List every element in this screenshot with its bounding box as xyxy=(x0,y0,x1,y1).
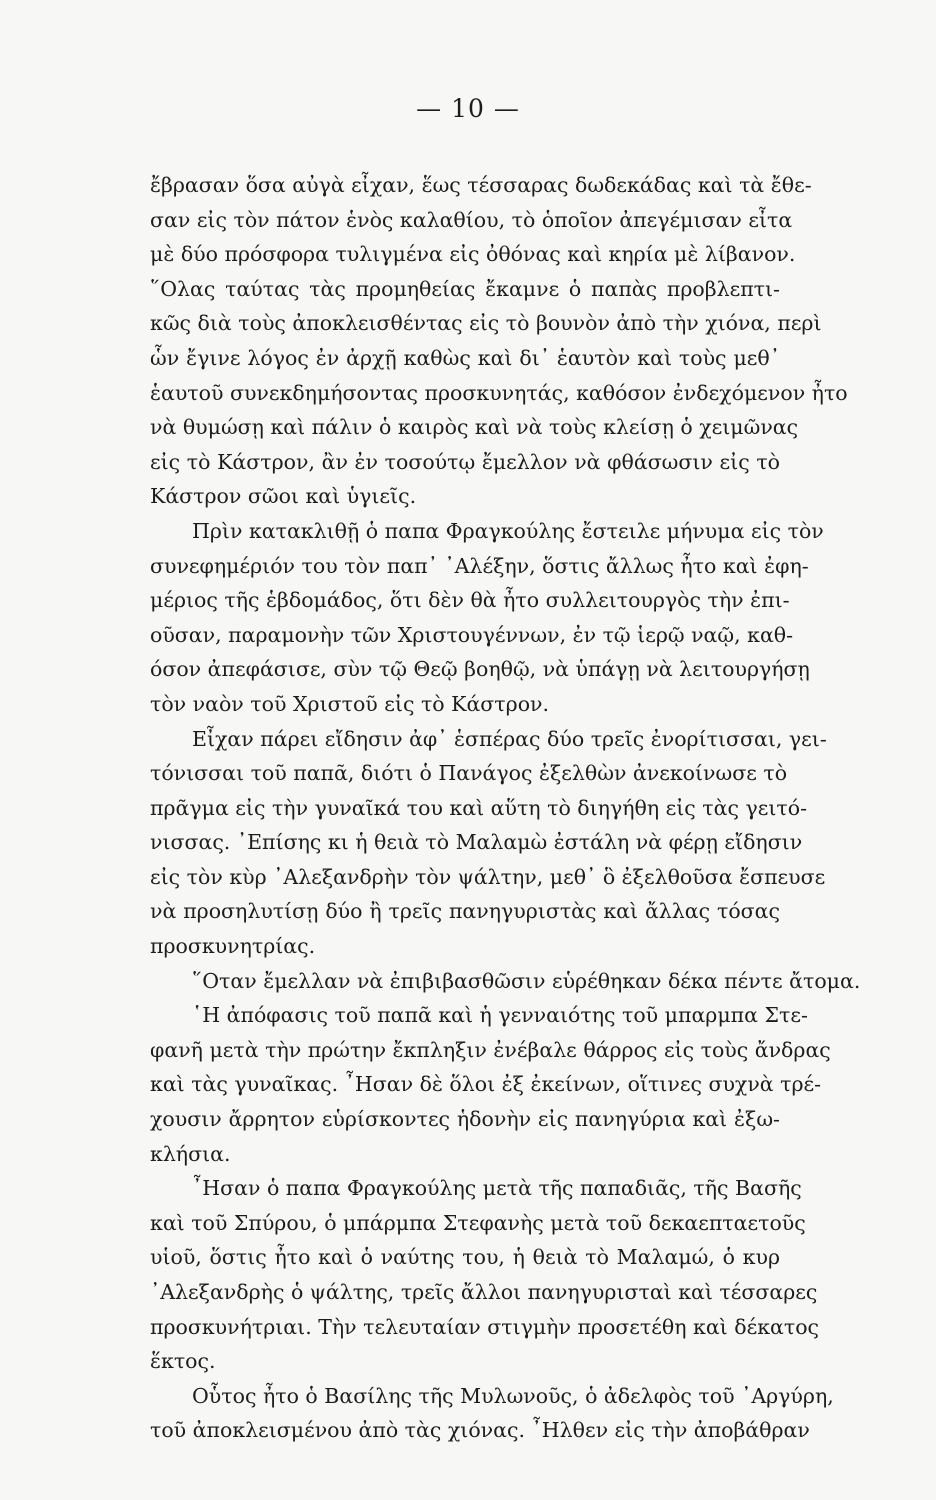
paragraph xyxy=(150,964,861,999)
text-line: εἰς τὸ Κάστρον, ἂν ἐν τοσούτῳ ἔμελλον νὰ φθάσωσιν εἰς τὸ xyxy=(150,449,780,474)
paragraph xyxy=(150,1379,834,1448)
text-line: οῦσαν, παραμονὴν τῶν Χριστουγέννων, ἐν τῷ ἱερῷ ναῷ, καθ- xyxy=(150,622,794,647)
text-line: συνεφημέριόν του τὸν παπ᾽ ᾿Αλέξην, ὅστις ἄλλως ἦτο καὶ ἐφη- xyxy=(150,553,809,578)
paragraph xyxy=(150,514,824,722)
text-line: τοῦ ἀποκλεισμένου ἀπὸ τὰς χιόνας. ῏Ηλθεν εἰς τὴν ἀποβάθραν xyxy=(150,1418,810,1443)
text-line: ᾿Αλεξανδρὴς ὁ ψάλτης, τρεῖς ἄλλοι πανηγυρισταὶ καὶ τέσσαρες xyxy=(150,1280,818,1304)
text-line: ῞Οταν ἔμελλαν νὰ ἐπιβιβασθῶσιν εὑρέθηκαν δέκα πέντε ἄτομα. xyxy=(192,968,861,993)
text-line: ἑαυτοῦ συνεκδημήσοντας προσκυνητάς, καθόσον ἐνδεχόμενον ἦτο xyxy=(150,380,848,405)
text-line: Κάστρον σῶοι καὶ ὑγιεῖς. xyxy=(150,484,417,509)
text-line: νὰ θυμώσῃ καὶ πάλιν ὁ καιρὸς καὶ νὰ τοὺς κλείσῃ ὁ χειμῶνας xyxy=(150,415,799,440)
text-line: νισσας. ᾿Επίσης κι ἡ θειὰ τὸ Μαλαμὼ ἐστάλη νὰ φέρῃ εἴδησιν xyxy=(150,830,803,855)
text-line: υἱοῦ, ὅστις ἦτο καὶ ὁ ναύτης του, ἡ θειὰ τὸ Μαλαμώ, ὁ κυρ xyxy=(150,1245,780,1270)
text-line: μὲ δύο πρόσφορα τυλιγμένα εἰς ὀθόνας καὶ κηρία μὲ λίβανον. xyxy=(150,242,796,267)
text-line: πρᾶγμα εἰς τὴν γυναῖκά του καὶ αὕτη τὸ διηγήθη εἰς τὰς γειτό- xyxy=(150,795,808,820)
paragraph xyxy=(150,722,827,964)
text-line: τόνισσαι τοῦ παπᾶ, διότι ὁ Πανάγος ἐξελθὼν ἀνεκοίνωσε τὸ xyxy=(150,761,788,786)
body-text xyxy=(150,168,861,1448)
text-line: Εἶχαν πάρει εἴδησιν ἀφ᾽ ἑσπέρας δύο τρεῖς ἐνορίτισσαι, γει- xyxy=(192,726,827,751)
text-line: ἔβρασαν ὅσα αὐγὰ εἶχαν, ἕως τέσσαρας δωδεκάδας καὶ τὰ ἔθε- xyxy=(150,173,812,197)
text-line: ῞Ολας ταύτας τὰς προμηθείας ἔκαμνε ὁ παπὰς προβλεπτι- xyxy=(150,276,780,301)
text-line: ῏Ησαν ὁ παπα Φραγκούλης μετὰ τῆς παπαδιᾶς, τῆς Βασῆς xyxy=(192,1176,802,1201)
text-line: νὰ προσηλυτίσῃ δύο ἢ τρεῖς πανηγυριστὰς καὶ ἄλλας τόσας xyxy=(150,899,780,924)
text-line: φανῆ μετὰ τὴν πρώτην ἔκπληξιν ἐνέβαλε θάρρος εἰς τοὺς ἄνδρας xyxy=(150,1037,831,1062)
page-number: — 10 — xyxy=(416,94,520,123)
text-line: χουσιν ἄρρητον εὑρίσκοντες ἡδονὴν εἰς πανηγύρια καὶ ἐξω- xyxy=(150,1107,780,1132)
paragraph xyxy=(150,168,812,272)
text-line: καὶ τὰς γυναῖκας. ῏Ησαν δὲ ὅλοι ἐξ ἐκείνων, οἵτινες συχνὰ τρέ- xyxy=(150,1072,822,1097)
text-line: προσκυνητρίας. xyxy=(150,934,316,959)
text-line: ὧν ἔγινε λόγος ἐν ἀρχῇ καθὼς καὶ δι᾽ ἑαυτὸν καὶ τοὺς μεθ᾽ xyxy=(150,345,780,370)
text-line: ῾Η ἀπόφασις τοῦ παπᾶ καὶ ἡ γενναιότης τοῦ μπαρμπα Στε- xyxy=(192,1003,808,1028)
text-line: σαν εἰς τὸν πάτον ἑνὸς καλαθίου, τὸ ὁποῖον ἀπεγέμισαν εἶτα xyxy=(150,207,793,232)
text-line: καὶ τοῦ Σπύρου, ὁ μπάρμπα Στεφανὴς μετὰ τοῦ δεκαεπταετοῦς xyxy=(150,1210,806,1235)
paragraph xyxy=(150,998,831,1171)
text-line: ἕκτος. xyxy=(150,1349,216,1374)
paragraph xyxy=(150,1171,820,1379)
paragraph xyxy=(150,272,848,514)
text-line: προσκυνήτριαι. Τὴν τελευταίαν στιγμὴν προσετέθη καὶ δέκατος xyxy=(150,1314,820,1339)
text-line: κῶς διὰ τοὺς ἀποκλεισθέντας εἰς τὸ βουνὸν ἀπὸ τὴν χιόνα, περὶ xyxy=(150,311,822,336)
text-line: κλήσια. xyxy=(150,1141,231,1166)
text-line: όσον ἀπεφάσισε, σὺν τῷ Θεῷ βοηθῷ, νὰ ὑπάγῃ νὰ λειτουργήσῃ xyxy=(150,657,810,682)
text-line: εἰς τὸν κὺρ ᾿Αλεξανδρὴν τὸν ψάλτην, μεθ᾽ ὃ ἐξελθοῦσα ἔσπευσε xyxy=(150,864,826,889)
text-line: μέριος τῆς ἑβδομάδος, ὅτι δὲν θὰ ἦτο συλλειτουργὸς τὴν ἐπι- xyxy=(150,588,790,613)
text-line: Οὗτος ἦτο ὁ Βασίλης τῆς Μυλωνοῦς, ὁ ἀδελφὸς τοῦ ᾿Αργύρη, xyxy=(192,1383,834,1408)
text-line: τὸν ναὸν τοῦ Χριστοῦ εἰς τὸ Κάστρον. xyxy=(150,691,550,716)
text-line: Πρὶν κατακλιθῇ ὁ παπα Φραγκούλης ἔστειλε μήνυμα εἰς τὸν xyxy=(192,518,824,543)
